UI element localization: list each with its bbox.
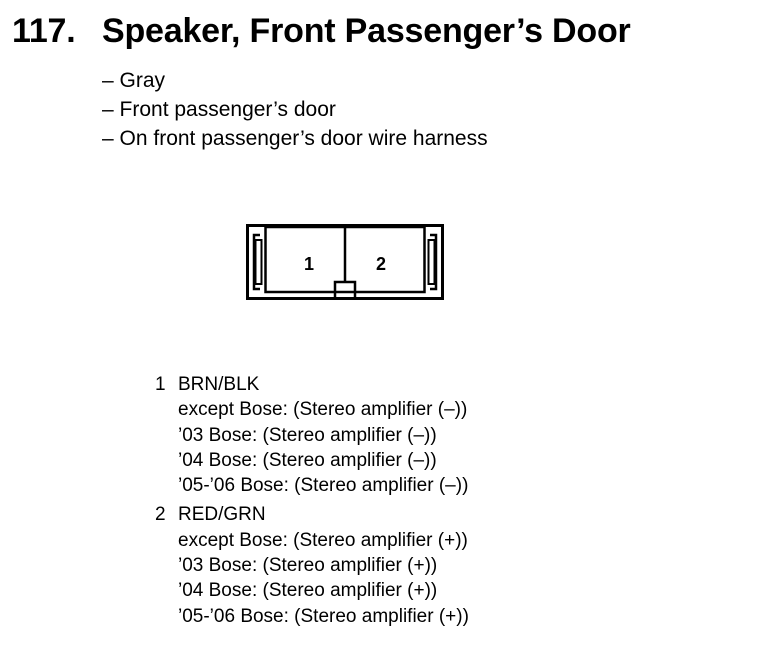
terminal-2-wire-color: RED/GRN: [178, 504, 266, 526]
terminal-1-wire-color: BRN/BLK: [178, 374, 260, 395]
terminal-2-pin: 2: [155, 504, 166, 526]
terminal-1-pin: 1: [155, 374, 166, 395]
connector-diagram: [246, 224, 444, 300]
terminal-1-circuit-except-bose: except Bose: (Stereo amplifier (–)): [178, 399, 468, 421]
terminal-1-wire: [155, 372, 469, 397]
left-lock-tab: [254, 235, 262, 289]
detail-location: – Front passenger’s door: [102, 98, 336, 121]
connector-key-notch: [335, 282, 355, 297]
pin-label-1: 1: [303, 254, 315, 274]
terminal-1: [155, 372, 469, 498]
component-number: 117.: [12, 12, 76, 50]
detail-color: – Gray: [102, 69, 166, 92]
terminal-2-wire: [155, 502, 469, 527]
right-lock-tab: [429, 235, 437, 289]
terminal-2: [155, 502, 469, 628]
page-title: [12, 12, 631, 51]
terminal-2-circuit-05-06-bose: ’05-’06 Bose: (Stereo amplifier (+)): [178, 605, 469, 627]
terminal-2-circuit-except-bose: except Bose: (Stereo amplifier (+)): [178, 529, 468, 551]
terminal-2-circuit-03-bose: ’03 Bose: (Stereo amplifier (+)): [178, 555, 438, 577]
detail-harness: – On front passenger’s door wire harness: [102, 127, 488, 150]
terminal-1-circuit-03-bose: ’03 Bose: (Stereo amplifier (–)): [178, 424, 437, 446]
terminal-2-circuit-04-bose: ’04 Bose: (Stereo amplifier (+)): [178, 580, 438, 602]
terminal-1-circuit-05-06-bose: ’05-’06 Bose: (Stereo amplifier (–)): [178, 475, 469, 497]
component-title: Speaker, Front Passenger’s Door: [102, 12, 631, 50]
terminal-1-circuit-04-bose: ’04 Bose: (Stereo amplifier (–)): [178, 449, 437, 471]
component-details: [102, 66, 488, 153]
pin-label-2: 2: [375, 254, 387, 274]
terminal-list: [155, 372, 469, 629]
